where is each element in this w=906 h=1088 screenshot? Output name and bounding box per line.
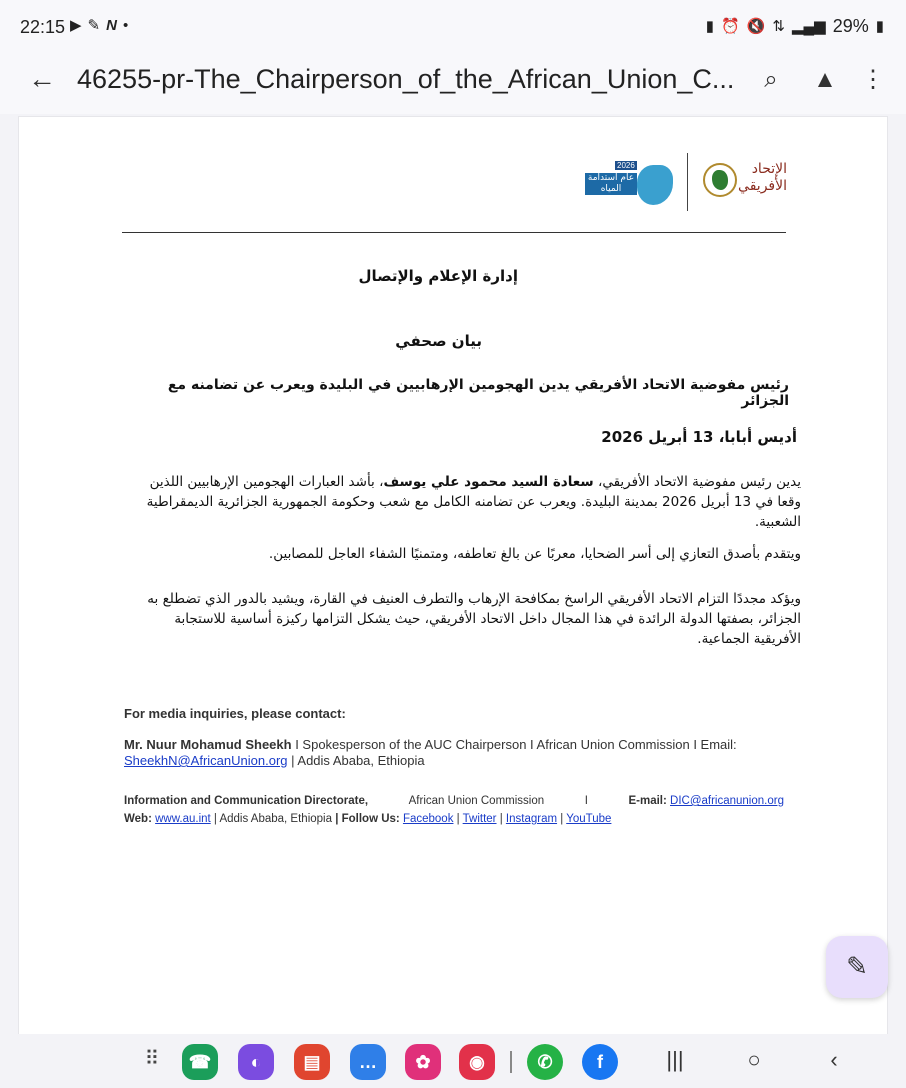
back-arrow-icon[interactable]: ← (28, 63, 56, 94)
battery-saver-icon: ▮ (705, 17, 715, 35)
web-line (124, 810, 784, 828)
system-status-icons (706, 16, 884, 37)
paragraph-1-a: يدين رئيس مفوضية الاتحاد الأفريقي، (593, 474, 801, 490)
social-sep: | (557, 813, 567, 825)
dateline: أديس أبابا، 13 أبريل 2026 (601, 428, 797, 446)
au-logo-text: الإتحاد الأفريقي (738, 161, 787, 194)
directorate-info (124, 792, 784, 828)
contact-city: | Addis Ababa, Ethiopia (287, 753, 425, 768)
headline: رئيس مفوضية الاتحاد الأفريقي يدين الهجومين الإرهابيين في البليدة ويعرب عن تضامنه مع الجزائر (167, 377, 789, 409)
pen-tool-icon: ✎ (87, 17, 101, 34)
drive-add-icon[interactable]: ▲ (813, 66, 837, 93)
chairperson-name: سعادة السيد محمود علي يوسف (383, 474, 594, 490)
app-drawer-icon[interactable]: ⠿ (144, 1048, 160, 1070)
battery-icon: ▮ (875, 17, 884, 35)
social-sep: | (453, 813, 463, 825)
search-document-icon[interactable]: ⌕ (764, 66, 778, 93)
youtube-link[interactable]: YouTube (566, 813, 612, 825)
app-bar (0, 54, 906, 114)
info-email-label: E-mail: (628, 795, 667, 807)
instagram-link[interactable]: Instagram (505, 813, 558, 825)
water-logo-year: 2026 (617, 161, 635, 170)
logo-divider (687, 153, 688, 211)
au-emblem-icon (703, 163, 737, 197)
social-sep: | (496, 813, 506, 825)
data-icon: ⇅ (772, 17, 785, 35)
whatsapp-app-icon[interactable]: ✆ (527, 1044, 563, 1080)
info-sep: I (584, 795, 588, 807)
dot-icon: • (122, 17, 129, 34)
directorate-line (124, 792, 784, 810)
dock-divider (510, 1051, 512, 1073)
mute-icon: 🔇 (746, 17, 766, 35)
facebook-link[interactable]: Facebook (402, 813, 454, 825)
water-logo-text: عام استدامة المياه (585, 173, 637, 195)
status-time: 22:15 (20, 17, 66, 37)
more-vert-icon[interactable]: ⋮ (861, 66, 885, 93)
youtube-icon: ▶ (70, 17, 82, 34)
department-title: إدارة الإعلام والإتصال (358, 267, 518, 285)
twitter-link[interactable]: Twitter (462, 813, 497, 825)
info-web-label: Web: (124, 813, 152, 825)
file-title: 46255-pr-The_Chairperson_of_the_African_Union_C... (77, 64, 735, 94)
paragraph-3: ويؤكد مجددًا التزام الاتحاد الأفريقي الراسخ بمكافحة الإرهاب والتطرف العنيف في القارة، ويشيد بالدور الذي تضطلع به الجزائر، بصفتها الدولة الرائدة في هذا المجال داخل الاتحاد الأفريقي، حيث يشكل التزامها ركيزة أساسية للاستجابة الأفريقية الجماعية. (147, 591, 801, 647)
contact-name: Mr. Nuur Mohamud Sheekh (124, 737, 292, 752)
facebook-app-icon[interactable]: f (582, 1044, 618, 1080)
header-rule (122, 232, 786, 233)
africa-map-icon (637, 165, 673, 205)
messages-app-icon[interactable]: … (350, 1044, 386, 1080)
battery-percent: 29% (832, 16, 869, 36)
water-year-logo (585, 161, 677, 207)
info-dept: Information and Communication Directorate, (124, 795, 369, 807)
document-page (18, 116, 888, 1036)
signal-icon: ▂▄▆ (792, 17, 826, 35)
phone-app-icon[interactable]: ☎ (182, 1044, 218, 1080)
paragraph-2: ويتقدم بأصدق التعازي إلى أسر الضحايا، معربًا عن بالغ تعاطفه، ومتمنيًا الشفاء العاجل للمصابين. (268, 546, 801, 562)
camera-app-icon[interactable]: ◉ (459, 1044, 495, 1080)
alarm-icon: ⏰ (721, 17, 740, 35)
notification-icons (70, 16, 128, 36)
paragraph-1 (125, 472, 801, 532)
back-button[interactable]: ‹ (830, 1047, 838, 1072)
home-button[interactable]: ○ (747, 1047, 761, 1072)
browser-app-icon[interactable]: ◐ (238, 1044, 274, 1080)
gallery-app-icon[interactable]: ✿ (405, 1044, 441, 1080)
info-auc: African Union Commission (408, 795, 545, 807)
navigation-bar (0, 1034, 906, 1088)
contact-block (124, 737, 784, 769)
info-city: | Addis Ababa, Ethiopia (210, 813, 336, 825)
media-inquiries-title: For media inquiries, please contact: (124, 706, 346, 721)
info-email-link[interactable]: DIC@africanunion.org (670, 795, 784, 807)
status-bar (0, 0, 906, 54)
netflix-icon: N (106, 17, 117, 34)
contact-email-link[interactable]: SheekhN@AfricanUnion.org (124, 753, 288, 768)
paragraph-1-b: ، بأشد العبارات الهجومين الإرهابيين اللذين وقعا في 13 أبريل 2026 بمدينة البليدة. ويعرب عن تضامنه الكامل مع شعب وحكومة الجمهورية الجزائرية الديمقراطية الشعبية. (146, 474, 801, 530)
notes-app-icon[interactable]: ▤ (294, 1044, 330, 1080)
info-web-link[interactable]: www.au.int (155, 813, 211, 825)
info-follow: | Follow Us: (335, 813, 400, 825)
recents-button[interactable]: ||| (666, 1047, 684, 1072)
contact-role: I Spokesperson of the AUC Chairperson I African Union Commission I Email: (291, 737, 737, 752)
press-release-label: بيان صحفي (395, 332, 482, 350)
edit-pen-icon[interactable]: ✎ (826, 936, 888, 998)
